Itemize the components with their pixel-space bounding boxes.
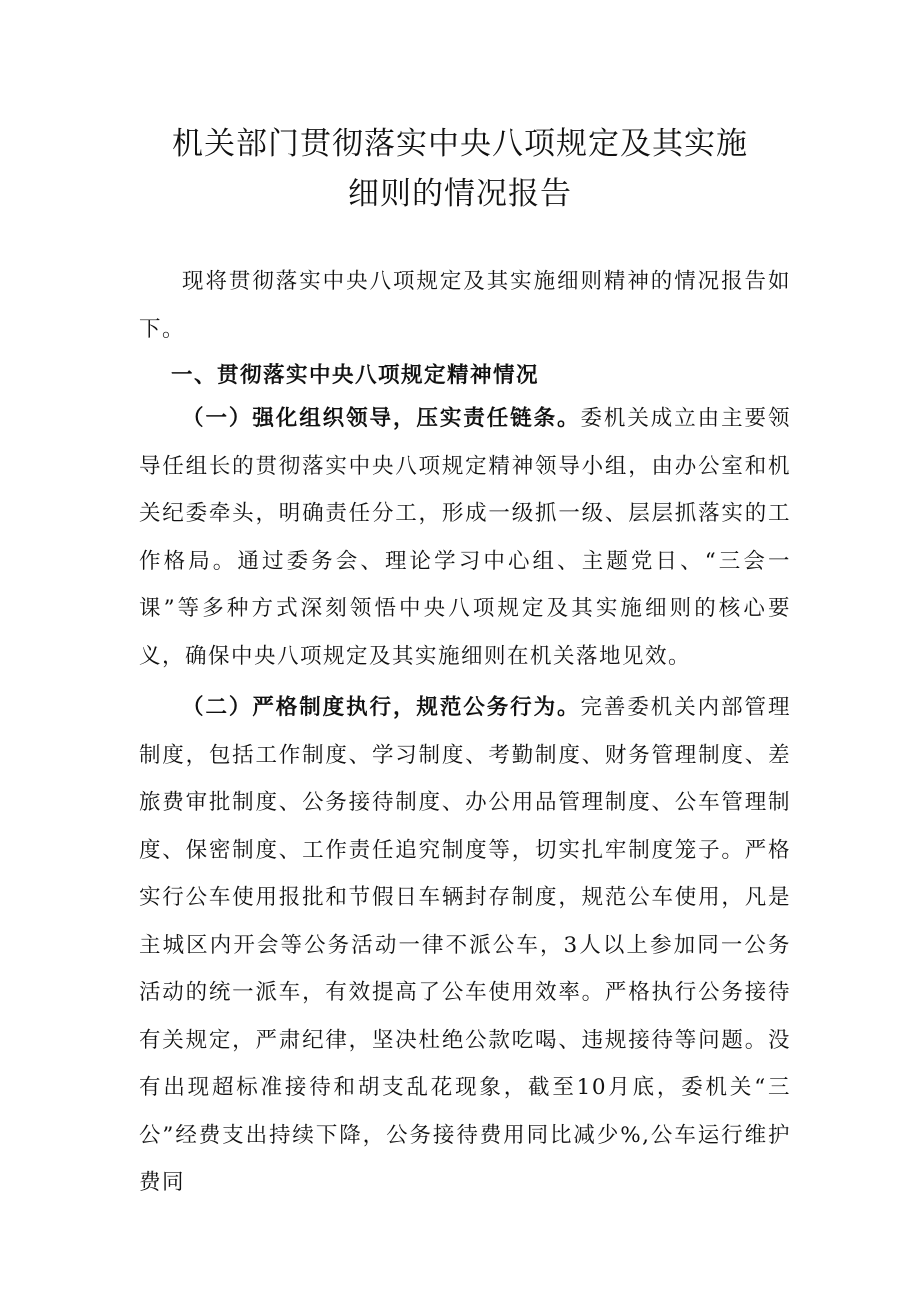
intro-paragraph: 现将贯彻落实中央八项规定及其实施细则精神的情况报告如下。	[139, 269, 791, 342]
section-1-text: 委机关成立由主要领导任组长的贯彻落实中央八项规定精神领导小组，由办公室和机关纪委牵头，明确责任分工，形成一级抓一级、层层抓落实的工作格局。通过委务会、理论学习中心组、主题党日、“三会一课”等多种方式深刻领悟中央八项规定及其实施细则的核心要义，确保中央八项规定及其实施细则在机关落地见效。	[139, 406, 791, 669]
section-1-block	[139, 395, 791, 680]
section-2-block	[139, 684, 791, 1207]
section-2-paragraph	[139, 684, 791, 1207]
section-heading-1: 一、贯彻落实中央八项规定精神情况	[171, 363, 540, 388]
section-2-text: 完善委机关内部管理制度，包括工作制度、学习制度、考勤制度、财务管理制度、差旅费审批制度、公务接待制度、办公用品管理制度、公车管理制度、保密制度、工作责任追究制度等，切实扎牢制度笼子。严格实行公车使用报批和节假日车辆封存制度，规范公车使用，凡是主城区内开会等公务活动一律不派公车，3人以上参加同一公务活动的统一派车，有效提高了公车使用效率。严格执行公务接待有关规定，严肃纪律，坚决杜绝公款吃喝、违规接待等问题。没有出现超标准接待和胡支乱花现象，截至10月底，委机关“三公”经费支出持续下降，公务接待费用同比减少%,公车运行维护费同	[139, 695, 791, 1195]
section-1-paragraph	[139, 395, 791, 680]
section-2-lead: （二）严格制度执行，规范公务行为。	[182, 695, 581, 720]
intro-paragraph-block	[139, 258, 791, 353]
document-title-line-1: 机关部门贯彻落实中央八项规定及其实施	[172, 126, 748, 162]
document-title-line-2: 细则的情况报告	[348, 176, 572, 212]
section-1-lead: （一）强化组织领导，压实责任链条。	[182, 406, 581, 431]
